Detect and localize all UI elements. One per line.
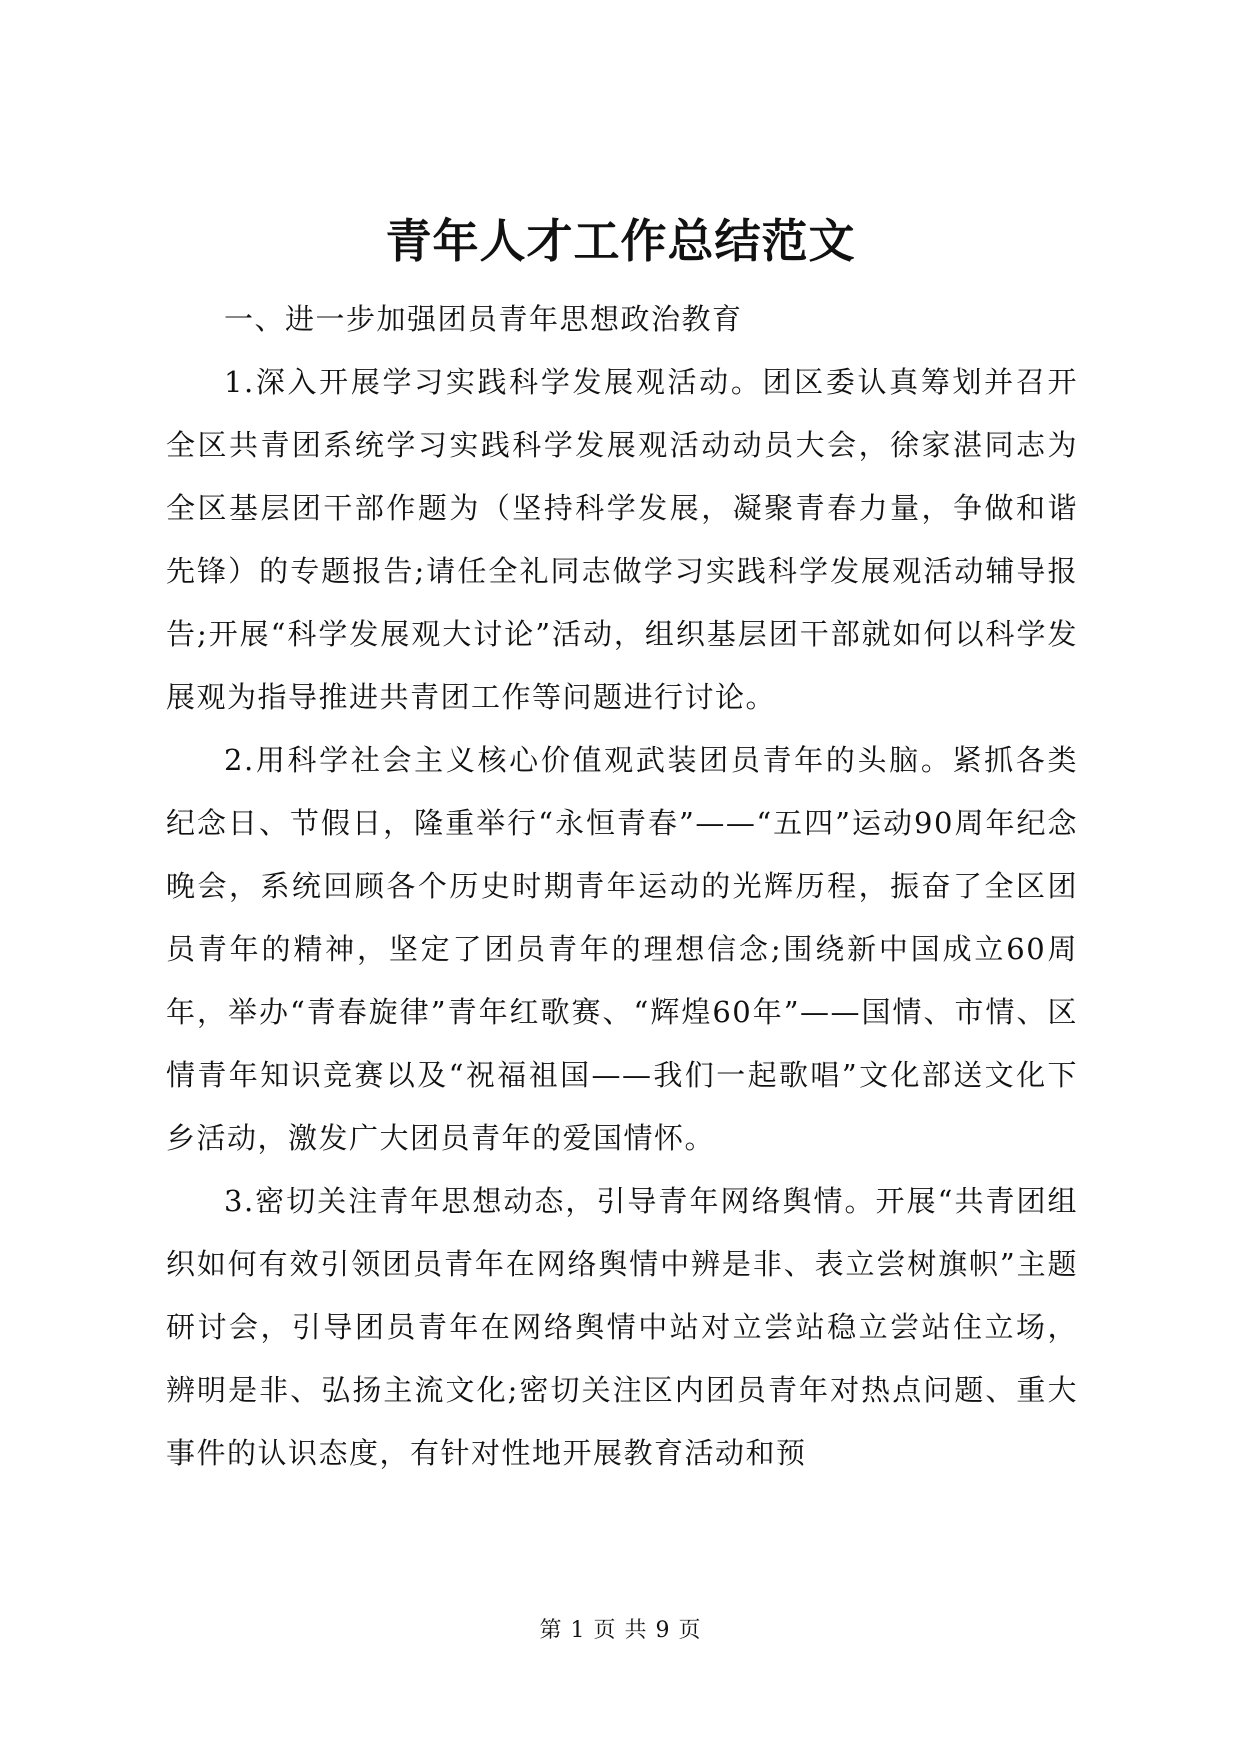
body-paragraph: 1.深入开展学习实践科学发展观活动。团区委认真筹划并召开全区共青团系统学习实践科学发展观活动动员大会，徐家湛同志为全区基层团干部作题为（坚持科学发展，凝聚青春力量，争做和谐先锋）的专题报告;请任全礼同志做学习实践科学发展观活动辅导报告;开展“科学发展观大讨论”活动，组织基层团干部就如何以科学发展观为指导推进共青团工作等问题进行讨论。 xyxy=(166,365,1078,714)
document-title: 青年人才工作总结范文 xyxy=(385,214,856,268)
body-paragraph: 3.密切关注青年思想动态，引导青年网络舆情。开展“共青团组织如何有效引领团员青年在网络舆情中辨是非、表立尝树旗帜”主题研讨会，引导团员青年在网络舆情中站对立尝站稳立尝站住立场，辨明是非、弘扬主流文化;密切关注区内团员青年对热点问题、重大事件的认识态度，有针对性地开展教育活动和预 xyxy=(166,1184,1078,1470)
section-heading: 一、进一步加强团员青年思想政治教育 xyxy=(224,302,743,336)
body-paragraph: 2.用科学社会主义核心价值观武装团员青年的头脑。紧抓各类纪念日、节假日，隆重举行“永恒青春”——“五四”运动90周年纪念晚会，系统回顾各个历史时期青年运动的光辉历程，振奋了全区团员青年的精神，坚定了团员青年的理想信念;围绕新中国成立60周年，举办“青春旋律”青年红歌赛、“辉煌60年”——国情、市情、区情青年知识竞赛以及“祝福祖国——我们一起歌唱”文化部送文化下乡活动，激发广大团员青年的爱国情怀。 xyxy=(166,743,1078,1155)
page-footer: 第 1 页 共 9 页 xyxy=(539,1618,702,1643)
document-body xyxy=(166,288,1078,1485)
